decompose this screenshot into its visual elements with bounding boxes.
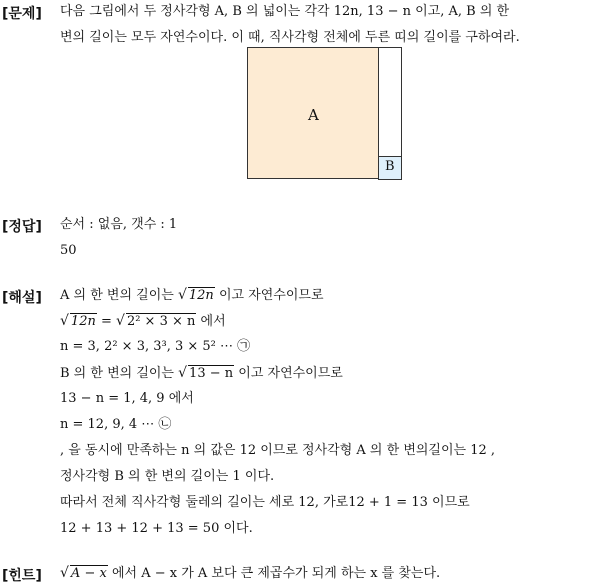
equals-sign: = (96, 314, 117, 329)
sqrt-expression: √ 12n (60, 313, 96, 329)
sqrt-expression: √ 2² × 3 × n (116, 313, 196, 329)
circled-mark-1: ㉠ (237, 339, 251, 354)
hint-text-span: 에서 A − x 가 A 보다 큰 제곱수가 되게 하는 x 를 찾는다. (107, 566, 441, 581)
square-a-label: A (308, 106, 319, 124)
explanation-text-span: n = 12, 9, 4 ⋯ (60, 417, 155, 432)
problem-text (60, 0, 520, 51)
hint-line (60, 560, 440, 586)
hint-text (60, 560, 440, 586)
problem-line-2: 변의 길이는 모두 자연수이다. 이 때, 직사각형 전체에 두른 띠의 길이를 구하여라. (60, 30, 520, 45)
radicand: 12n (70, 314, 96, 329)
explanation-line-3 (60, 334, 495, 360)
explanation-line-6 (60, 412, 495, 438)
explanation-text (60, 282, 495, 542)
square-a (247, 47, 379, 179)
radicand: 2² × 3 × n (126, 314, 196, 329)
problem-line-1: 다음 그림에서 두 정사각형 A, B 의 넓이는 각각 12n, 13 − n 이고, A, B 의 한 (60, 4, 510, 19)
explanation-text-span: 이고 자연수이므로 (234, 366, 343, 381)
explanation-line-4 (60, 360, 495, 386)
explanation-text-span: n = 3, 2² × 3, 3³, 3 × 5² ⋯ (60, 339, 234, 354)
square-b-label: B (385, 159, 395, 174)
explanation-line-10: 12 + 13 + 12 + 13 = 50 이다. (60, 521, 253, 536)
square-b (378, 156, 402, 180)
answer-label: [정답] (2, 219, 42, 235)
explanation-text-span: A 의 한 변의 길이는 (60, 288, 178, 303)
explanation-text-span: B 의 한 변의 길이는 (60, 366, 179, 381)
answer-line-1: 순서 : 없음, 갯수 : 1 (60, 217, 178, 232)
squares-figure (247, 47, 402, 180)
radicand: 12n (188, 288, 214, 303)
hint-label: [힌트] (2, 568, 42, 584)
explanation-line-2 (60, 308, 495, 334)
circled-mark-2: ㉡ (158, 417, 172, 432)
explanation-line-5: 13 − n = 1, 4, 9 에서 (60, 391, 194, 406)
explanation-line-9: 따라서 전체 직사각형 둘레의 길이는 세로 12, 가로12 + 1 = 13 이므로 (60, 495, 470, 510)
explanation-line-8: 정사각형 B 의 한 변의 길이는 1 이다. (60, 469, 275, 484)
sqrt-expression: √ A − x (60, 565, 107, 581)
radicand: 13 − n (189, 366, 234, 381)
explanation-text-span: 이고 자연수이므로 (214, 288, 324, 303)
answer-text (60, 212, 177, 264)
problem-label: [문제] (2, 6, 42, 22)
explanation-text-span: 에서 (196, 314, 226, 329)
answer-line-2: 50 (60, 243, 77, 258)
radicand: A − x (70, 566, 107, 581)
sqrt-expression: √ 12n (177, 287, 214, 303)
sqrt-expression: √ 13 − n (178, 365, 234, 381)
explanation-line-7: , 을 동시에 만족하는 n 의 값은 12 이므로 정사각형 A 의 한 변의길이는 12 , (60, 443, 496, 458)
explanation-line-1 (60, 282, 495, 308)
explanation-label: [해설] (2, 290, 42, 306)
